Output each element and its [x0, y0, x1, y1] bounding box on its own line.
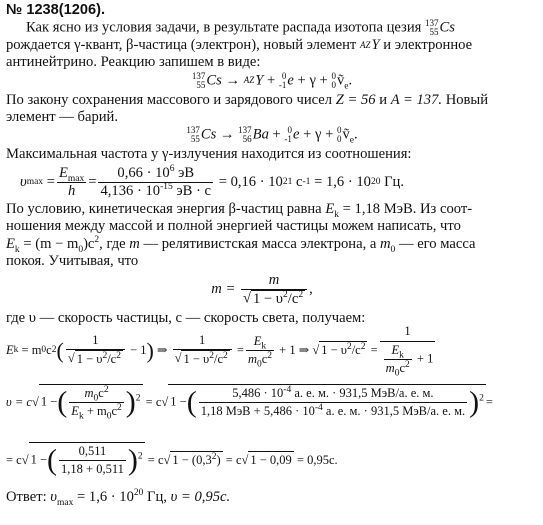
velocity-result-equation: = c √ 1 −( $\frac{0,511}{1,18 + 0,511}$ )$^2$ = c √ $1 - (0,3^2)$ = c √ 1 − 0,09 = 0,95c. [6, 443, 338, 477]
paragraph-line: антинейтрино. Реакцию запишем в виде: [6, 54, 261, 71]
nuclide-cs-indices: 137 55 [425, 18, 439, 38]
paragraph-line: По условию, кинетическая энергия β-частиц равна $E_k = 1,18$ МэВ. Из соот- [6, 201, 473, 221]
text: Как ясно из условия задачи, в результате распада изотопа цезия [26, 19, 422, 36]
paragraph-line: По закону сохранения массового и зарядового чисел Z = 56 и A = 137. Новый [6, 91, 489, 108]
answer-line: Ответ: $\upsilon_{max} = 1,6 \cdot 10^{20}$ Гц, υ = 0,95c. [6, 488, 231, 509]
paragraph-line: $E_k = (m - m_0)c^2$, где m — релятивистская масса электрона, а $m_0$ — его масса [6, 234, 476, 255]
cs-symbol: Cs [439, 19, 455, 36]
frequency-equation: υ max = $\frac{E_{max}}{h}$ = $\frac{0,66 \cdot 10^6 эВ}{4,136 \cdot 10^{-15} эВ \cdot с}$ = 0,16 · 10 21 с -1 = 1,6 · 10 20 Гц. [20, 163, 405, 199]
velocity-equation: υ = c √ 1 −( $\frac{m_0c^2}{E_k + m_0c^2}$ )$^2$ = c √ 1 −( $\frac{5,486 \cdot 10^{-4} а. е. м. \cdot 931,5 МэВ/а. е. м.}{1,18 МэВ + 5,486 \cdot 10^{-4} а. е. м. \cdot 931,5 МэВ/а. е. м.}$ )$^2$ = [6, 384, 493, 422]
paragraph-line: где υ — скорость частицы, c — скорость света, получаем: [6, 310, 366, 327]
paragraph-line: покоя. Учитывая, что [6, 252, 139, 269]
relativistic-mass-equation: m = $\frac{m}{√ 1 - \upsilon^2/c^2}$ , [211, 271, 313, 308]
kinetic-energy-equation: E k = m 0 c 2 ( $\frac{1}{√ 1 - \upsilon^2/c^2}$ − 1 ) ⇒ $\frac{1}{√ 1 - \upsilon^2/c^2}$ = $\frac{E_k}{m_0c^2}$ + 1 ⇒ √ $1 - \upsilon^2/c^2$ = 1 $\frac{E_k}{m_0c^2}$ + 1 [6, 324, 434, 379]
paragraph-line [6, 19, 538, 37]
paragraph-line: Максимальная частота у γ-излучения находится из соотношения: [6, 146, 412, 163]
reaction-equation-2: 137 55 Cs → 137 56 Ba + 0 -1 e + γ + 0 0 ṽ$_e$. [186, 125, 358, 146]
nuclide-y-indices: AZ [359, 40, 371, 51]
text: и электронное [383, 37, 473, 54]
paragraph-line: ношения между массой и полной энергией частицы можем написать, что [6, 218, 461, 235]
problem-number: № 1238(1206). [6, 2, 106, 18]
paragraph-line: элемент — барий. [6, 108, 119, 125]
reaction-equation-1: 137 55 Cs → AZY + 0 -1 e + γ + 0 0 ṽ$_e$. [191, 70, 353, 91]
text: рождается γ-квант, β-частица (электрон), новый элемент [6, 37, 357, 54]
y-symbol: Y [371, 37, 380, 54]
paragraph-line [6, 37, 538, 54]
